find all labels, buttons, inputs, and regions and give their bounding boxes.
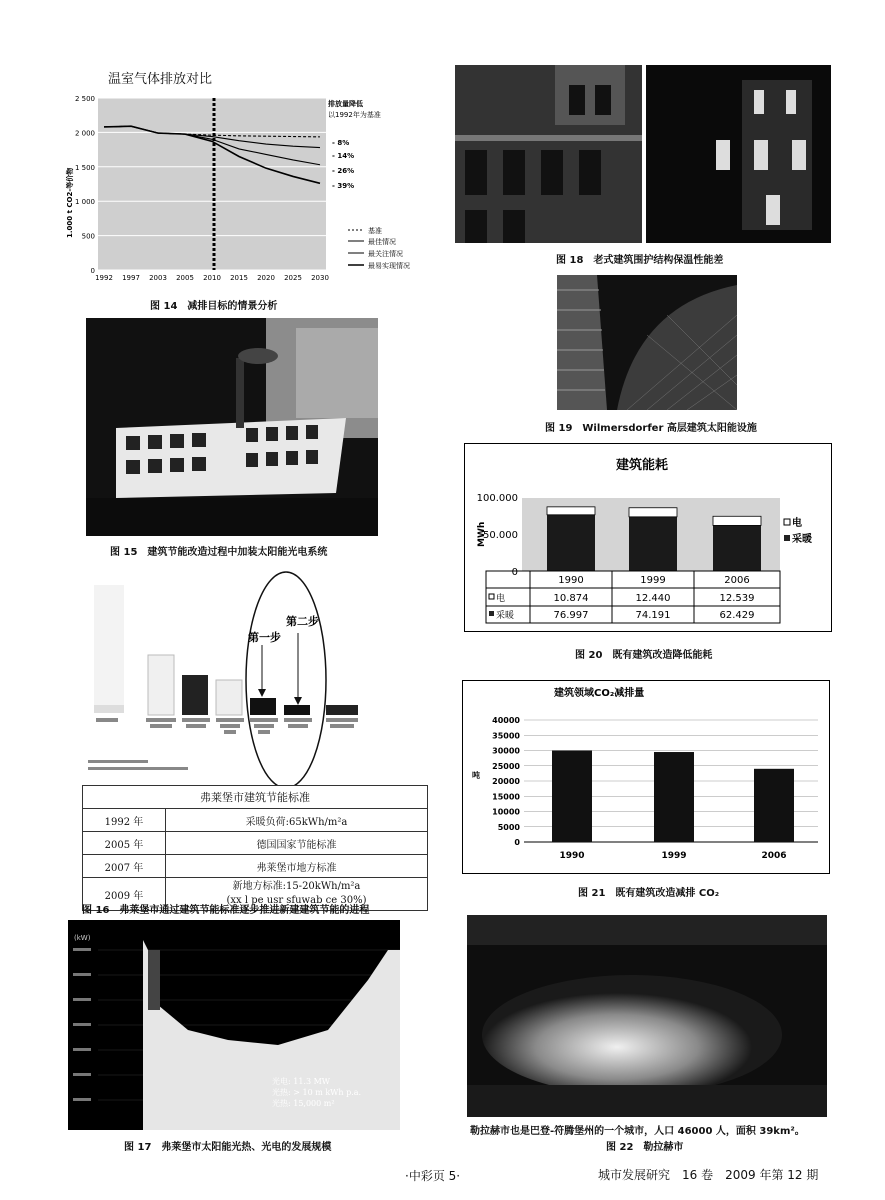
fig20-bar-heating: [713, 525, 761, 571]
fig14-ytick: 2 500: [74, 95, 95, 103]
fig14-ytick: 0: [90, 267, 95, 275]
fig14-chart: [62, 88, 442, 298]
fig14-xtick: 2025: [284, 274, 302, 282]
fig20-val-1-1: 74.191: [635, 610, 671, 621]
fig16-table: [82, 785, 428, 911]
fig21-ytick: 20000: [492, 777, 520, 786]
fig21-cat-1: 1999: [661, 851, 687, 861]
fig21-ytick: 35000: [492, 731, 520, 741]
fig19-caption: 图 19 Wilmersdorfer 高层建筑太阳能设施: [545, 423, 757, 434]
fig20-bar-electric: [629, 508, 677, 517]
fig21-ytick: 0: [514, 838, 520, 847]
fig14-xtick: 2030: [311, 274, 329, 282]
fig21-ytick: 40000: [492, 716, 520, 725]
fig14-legend-head: 排放量降低: [328, 100, 363, 108]
fig22-desc: 勒拉赫市也是巴登-符腾堡州的一个城市，人口 46000 人，面积 39km²。: [470, 1126, 805, 1137]
fig20-val-0-0: 10.874: [553, 593, 589, 604]
fig20-title: 建筑能耗: [616, 458, 669, 473]
fig20-val-1-0: 76.997: [553, 610, 589, 621]
fig22-photo: [467, 915, 827, 1117]
fig14-legend-3: 最易实现情况: [368, 262, 410, 270]
fig20-bar-heating: [547, 515, 595, 571]
fig20-val-1-2: 62.429: [719, 610, 755, 621]
fig16-row-3-year: 2009 年: [83, 878, 166, 911]
fig17-unit: (kW): [74, 934, 91, 942]
fig21-ylabel: 吨: [472, 771, 480, 780]
fig17-info-2: 光热: 15,000 m²: [272, 1099, 335, 1108]
fig21-cat-0: 1990: [559, 851, 585, 861]
fig16-caption: 图 16 弗莱堡市通过建筑节能标准逐步推进新建建筑节能的进程: [82, 905, 370, 916]
fig20-val-0-2: 12.539: [719, 593, 755, 604]
fig21-cat-2: 2006: [761, 851, 787, 861]
fig16-row-3-text2: (xx l pe usr sfuwab ce 30%): [226, 895, 367, 906]
fig21-bar: [754, 769, 794, 842]
fig14-ylabel: 1.000 t CO2-等价物: [66, 167, 74, 238]
fig16-table-title: 弗莱堡市建筑节能标准: [83, 786, 428, 809]
fig20-val-0-1: 12.440: [635, 593, 671, 604]
fig17-info: [272, 1076, 361, 1109]
fig21-ytick: 25000: [492, 761, 520, 771]
fig20-ytick-2: 0: [511, 567, 518, 578]
fig18-caption: 图 18 老式建筑围护结构保温性能差: [556, 255, 724, 266]
fig16-row-2-text: 弗莱堡市地方标准: [166, 855, 428, 878]
page-number: ·中彩页 5·: [405, 1169, 461, 1183]
fig21-caption: 图 21 既有建筑改造减排 CO₂: [578, 888, 720, 899]
fig14-legend-0: 基准: [368, 227, 382, 235]
fig20-cat-2: 2006: [724, 575, 750, 586]
fig16-row-2-year: 2007 年: [83, 855, 166, 878]
fig18-photo-right: [646, 65, 831, 243]
fig17-info-1: 光热: > 10 m kWh p.a.: [272, 1088, 362, 1097]
fig14-xtick: 2005: [176, 274, 194, 282]
fig21-ytick: 30000: [492, 746, 520, 756]
fig21-ytick: 5000: [497, 822, 520, 832]
fig20-bar-heating: [629, 517, 677, 571]
fig16-chart: [86, 565, 386, 785]
fig21-bar: [552, 751, 592, 843]
fig16-step2: 第二步: [286, 615, 319, 628]
fig14-ytick: 1 000: [74, 198, 95, 207]
fig14-legend-1: 最佳情况: [368, 238, 396, 246]
fig16-row-0-text: 采暖负荷:65kWh/m²a: [166, 809, 428, 832]
fig14-legend-2: 最关注情况: [368, 250, 403, 258]
fig14-pct-2: - 26%: [332, 167, 355, 175]
fig21-chart: [462, 680, 828, 872]
fig14-xtick: 2003: [149, 274, 167, 282]
fig17-caption: 图 17 弗莱堡市太阳能光热、光电的发展规模: [124, 1142, 332, 1153]
fig16-row-0-year: 1992 年: [83, 809, 166, 832]
fig14-xtick: 1997: [122, 274, 140, 282]
fig20-legend-0: 电: [792, 518, 802, 529]
fig19-photo: [557, 275, 737, 410]
fig20-legend-1: 采暖: [792, 534, 812, 545]
fig22-caption: 图 22 勒拉赫市: [606, 1142, 684, 1153]
fig14-xtick: 2010: [203, 274, 221, 282]
fig20-ytick-0: 100.000: [476, 493, 518, 504]
fig18-photo-left: [455, 65, 642, 243]
fig21-ytick: 10000: [492, 807, 520, 817]
fig15-caption: 图 15 建筑节能改造过程中加装太阳能光电系统: [110, 547, 328, 558]
fig20-ylabel: MWh: [477, 521, 487, 547]
fig20-caption: 图 20 既有建筑改造降低能耗: [575, 650, 713, 661]
fig14-pct-1: - 14%: [332, 152, 355, 160]
fig16-row-1-text: 德国国家节能标准: [166, 832, 428, 855]
fig14-xtick: 2015: [230, 274, 248, 282]
fig20-chart: [464, 443, 830, 630]
fig20-cat-1: 1999: [640, 575, 666, 586]
fig16-row-1-year: 2005 年: [83, 832, 166, 855]
fig20-bar-electric: [713, 516, 761, 525]
fig14-ytick: 500: [81, 232, 95, 241]
fig14-title: 温室气体排放对比: [108, 72, 213, 87]
fig14-xtick: 1992: [95, 274, 113, 282]
fig14-legend-sub: 以1992年为基准: [328, 111, 381, 119]
fig16-row-3-text1: 新地方标准:15-20kWh/m²a: [232, 881, 361, 892]
fig14-xtick: 2020: [257, 274, 275, 282]
fig17-photo: [68, 920, 400, 1130]
fig14-caption: 图 14 减排目标的情景分析: [150, 301, 278, 312]
journal-info: 城市发展研究 16 卷 2009 年第 12 期: [598, 1168, 819, 1182]
fig21-title: 建筑领域CO₂减排量: [554, 688, 645, 699]
fig14-pct-3: - 39%: [332, 182, 355, 190]
fig21-bar: [654, 752, 694, 842]
fig20-cat-0: 1990: [558, 575, 584, 586]
fig15-photo: [86, 318, 378, 536]
fig14-pct-0: - 8%: [332, 139, 350, 147]
fig21-ytick: 15000: [492, 792, 520, 802]
fig16-step1: 第一步: [248, 631, 281, 644]
fig20-bar-electric: [547, 507, 595, 515]
fig20-ytick-1: 50.000: [483, 530, 518, 541]
fig20-row-label-0: 电: [496, 594, 506, 604]
fig14-ytick: 2 000: [74, 129, 95, 138]
fig17-info-0: 光电: 11.3 MW: [272, 1077, 331, 1086]
fig20-row-label-1: 采暖: [496, 611, 515, 621]
fig14-ytick: 1 500: [74, 163, 95, 172]
